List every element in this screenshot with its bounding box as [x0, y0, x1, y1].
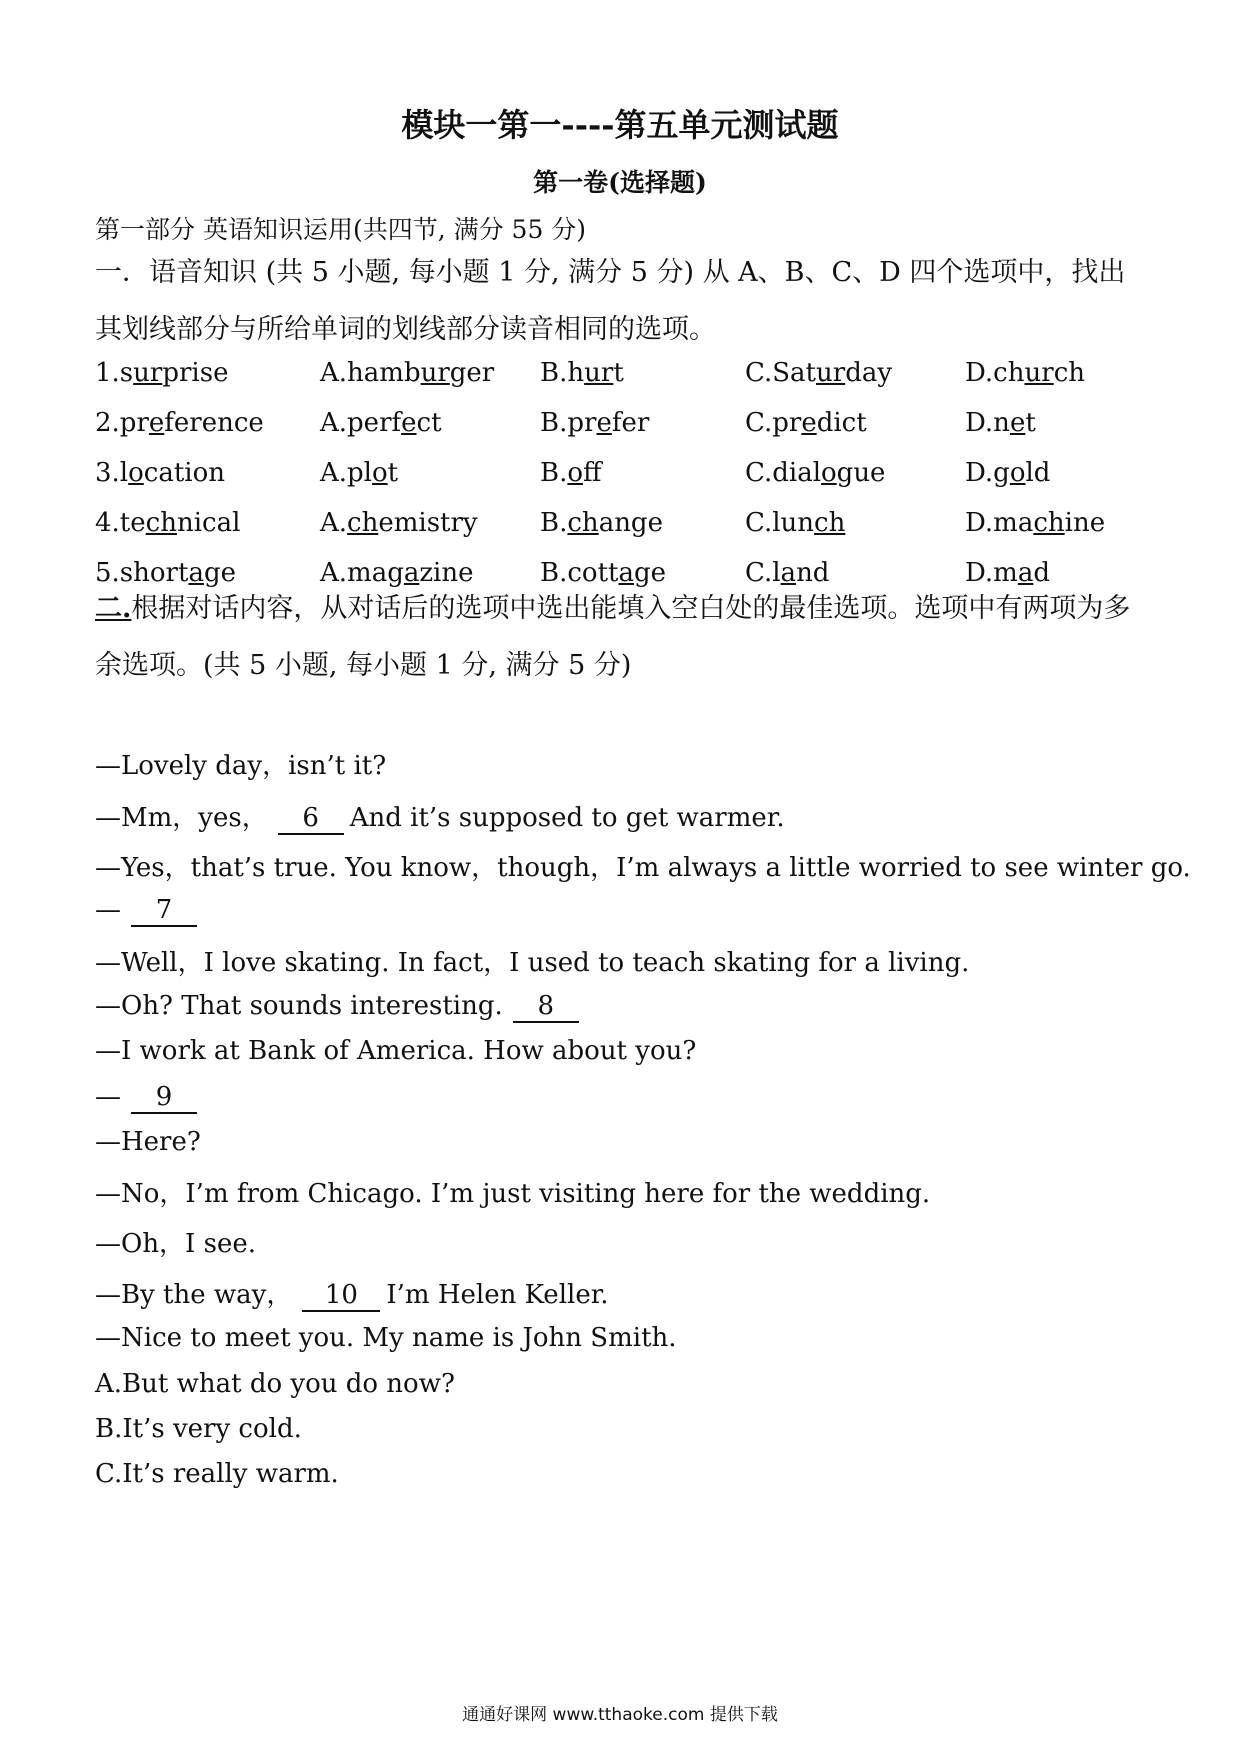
question-word	[95, 358, 228, 388]
underlined-part: e	[148, 408, 165, 438]
underlined-part: ur	[1024, 358, 1054, 388]
dialogue-line	[95, 1036, 696, 1066]
word-part: A.	[320, 508, 348, 538]
word-part: C.pr	[745, 408, 802, 438]
dialogue-line	[95, 797, 785, 835]
word-part: B.	[540, 458, 568, 488]
word-part: ct	[416, 408, 442, 438]
option-c	[745, 408, 867, 438]
word-part: t	[387, 458, 399, 488]
word-part: ge	[203, 558, 236, 588]
word-part: A.pl	[320, 458, 372, 488]
word-part: nd	[796, 558, 830, 588]
option-a	[320, 508, 478, 538]
underlined-part: a	[780, 558, 797, 588]
dialogue-text: —Oh，I see.	[95, 1229, 256, 1259]
dialogue-line	[95, 942, 969, 979]
underlined-part: ur	[133, 358, 163, 388]
dialogue-text: —I work at Bank of America. How about you?	[95, 1036, 697, 1066]
word-part: ference	[164, 408, 264, 438]
dialogue-text: I’m Helen Keller.	[386, 1280, 609, 1310]
word-part: A.mag	[320, 558, 404, 588]
word-part: A.hamb	[320, 358, 421, 388]
question-word	[95, 458, 225, 488]
question-row	[95, 508, 1150, 542]
dialogue-text: —Nice to meet you. My name is John Smith.	[95, 1323, 677, 1353]
word-part: B.pr	[540, 408, 597, 438]
dialogue-text: —Well，I love skating. In fact，I used to teach skating for a living.	[95, 948, 970, 978]
word-part: B.	[540, 508, 568, 538]
word-part: ch	[1053, 358, 1085, 388]
page-subtitle: 第一卷(选择题)	[533, 168, 707, 197]
section2-intro	[95, 580, 1150, 694]
word-part: cation	[143, 458, 226, 488]
option-a	[320, 458, 398, 488]
word-part: 4.te	[95, 508, 146, 538]
dialogue-line	[95, 991, 585, 1023]
word-part: day	[845, 358, 893, 388]
dialogue-text: —Yes，that’s true. You know，though，I’m always a little worried to see winter go.	[95, 853, 1191, 883]
word-part: C.Sat	[745, 358, 816, 388]
option-b	[540, 358, 624, 388]
dialogue-line	[95, 1274, 609, 1312]
word-part: C.l	[745, 558, 781, 588]
underlined-part: o	[128, 458, 144, 488]
underlined-part: ch	[145, 508, 177, 538]
option-c	[745, 358, 892, 388]
dialogue-line	[95, 1323, 677, 1353]
word-part: D.ch	[965, 358, 1025, 388]
word-part: nical	[176, 508, 241, 538]
dialogue-line	[95, 1173, 930, 1210]
underlined-part: a	[403, 558, 420, 588]
dialogue-text: —No，I’m from Chicago. I’m just visiting here for the wedding.	[95, 1179, 931, 1209]
option-d	[965, 508, 1105, 538]
underlined-part: o	[372, 458, 388, 488]
word-part: D.n	[965, 408, 1010, 438]
option-c	[745, 508, 845, 538]
word-part: B.cott	[540, 558, 619, 588]
dialogue-text: —Here?	[95, 1127, 201, 1157]
answer-blank: 7	[131, 896, 197, 927]
answer-option: C.It’s really warm.	[95, 1459, 339, 1489]
underlined-part: e	[401, 408, 417, 438]
word-part: emistry	[378, 508, 478, 538]
answer-option: B.It’s very cold.	[95, 1414, 302, 1444]
word-part: ine	[1064, 508, 1106, 538]
option-c	[745, 458, 885, 488]
word-part: prise	[162, 358, 229, 388]
word-part: 1.s	[95, 358, 134, 388]
word-part: 3.l	[95, 458, 129, 488]
underlined-part: e	[1009, 408, 1026, 438]
underlined-part: a	[1017, 558, 1034, 588]
word-part: A.perf	[320, 408, 402, 438]
dialogue-text: —By the way，	[95, 1280, 293, 1310]
underlined-part: e	[801, 408, 817, 438]
section1-intro: 一．语音知识 (共 5 小题, 每小题 1 分, 满分 5 分) 从 A、B、C、D 四个选项中，找出其划线部分与所给单词的划线部分读音相同的选项。	[95, 257, 1126, 345]
dialogue-text: —Oh? That sounds interesting.	[95, 991, 503, 1021]
option-a	[320, 408, 442, 438]
word-part: ange	[598, 508, 663, 538]
dialogue-text: —Lovely day，isn’t it?	[95, 751, 387, 781]
option-a	[320, 358, 494, 388]
underlined-part: ch	[814, 508, 846, 538]
underlined-part: o	[567, 458, 584, 488]
option-d	[965, 358, 1085, 388]
dialogue-line	[95, 1082, 203, 1114]
word-part: dict	[816, 408, 867, 438]
underlined-part: ur	[816, 358, 846, 388]
word-part: gue	[836, 458, 886, 488]
underlined-part: ch	[1033, 508, 1065, 538]
underlined-part: e	[596, 408, 612, 438]
question-word	[95, 408, 264, 438]
word-part: fer	[611, 408, 650, 438]
answer-blank: 8	[513, 992, 579, 1023]
answer-blank: 10	[302, 1281, 380, 1312]
page-title: 模块一第一----第五单元测试题	[401, 106, 839, 144]
underlined-part: ch	[347, 508, 379, 538]
dialogue-text: —	[95, 1082, 121, 1112]
underlined-part: ur	[584, 358, 614, 388]
word-part: ld	[1025, 458, 1051, 488]
option-b	[540, 508, 663, 538]
word-part: C.lun	[745, 508, 815, 538]
option-d	[965, 408, 1036, 438]
word-part: t	[613, 358, 624, 388]
word-part: C.dial	[745, 458, 822, 488]
dialogue-text: —	[95, 895, 121, 925]
footer-credit: 通通好课网 www.tthaoke.com 提供下载	[462, 1705, 778, 1725]
dialogue-line	[95, 1223, 256, 1260]
answer-blank: 6	[278, 804, 344, 835]
underlined-part: o	[1009, 458, 1026, 488]
question-word	[95, 508, 240, 538]
word-part: ff	[583, 458, 602, 488]
underlined-part: a	[618, 558, 634, 588]
option-b	[540, 458, 602, 488]
answer-blank: 9	[131, 1083, 197, 1114]
dialogue-line	[95, 1127, 201, 1157]
section2-number: 二.	[95, 593, 132, 624]
word-part: 5.short	[95, 558, 189, 588]
underlined-part: a	[188, 558, 204, 588]
word-part: D.ma	[965, 508, 1034, 538]
answer-option: A.But what do you do now?	[95, 1369, 455, 1399]
underlined-part: ch	[567, 508, 599, 538]
underlined-part: ur	[420, 358, 450, 388]
option-b	[540, 408, 649, 438]
dialogue-line	[95, 895, 203, 927]
word-part: ge	[634, 558, 667, 588]
dialogue-text: And it’s supposed to get warmer.	[349, 803, 785, 833]
option-d	[965, 458, 1050, 488]
dialogue-line	[95, 745, 386, 782]
dialogue-text: —Mm，yes，	[95, 803, 268, 833]
question-row	[95, 408, 1150, 442]
word-part: D.m	[965, 558, 1018, 588]
word-part: 2.pr	[95, 408, 149, 438]
section2-intro-text: 根据对话内容，从对话后的选项中选出能填入空白处的最佳选项。选项中有两项为多余选项。(共 5 小题, 每小题 1 分, 满分 5 分)	[95, 593, 1131, 681]
word-part: D.g	[965, 458, 1010, 488]
question-row	[95, 358, 1150, 392]
dialogue-line	[95, 847, 1191, 884]
question-row	[95, 458, 1150, 492]
word-part: zine	[419, 558, 474, 588]
underlined-part: o	[821, 458, 837, 488]
word-part: d	[1033, 558, 1051, 588]
word-part: ger	[449, 358, 495, 388]
part-header: 第一部分 英语知识运用(共四节, 满分 55 分)	[95, 215, 587, 244]
word-part: t	[1025, 408, 1036, 438]
word-part: B.h	[540, 358, 585, 388]
